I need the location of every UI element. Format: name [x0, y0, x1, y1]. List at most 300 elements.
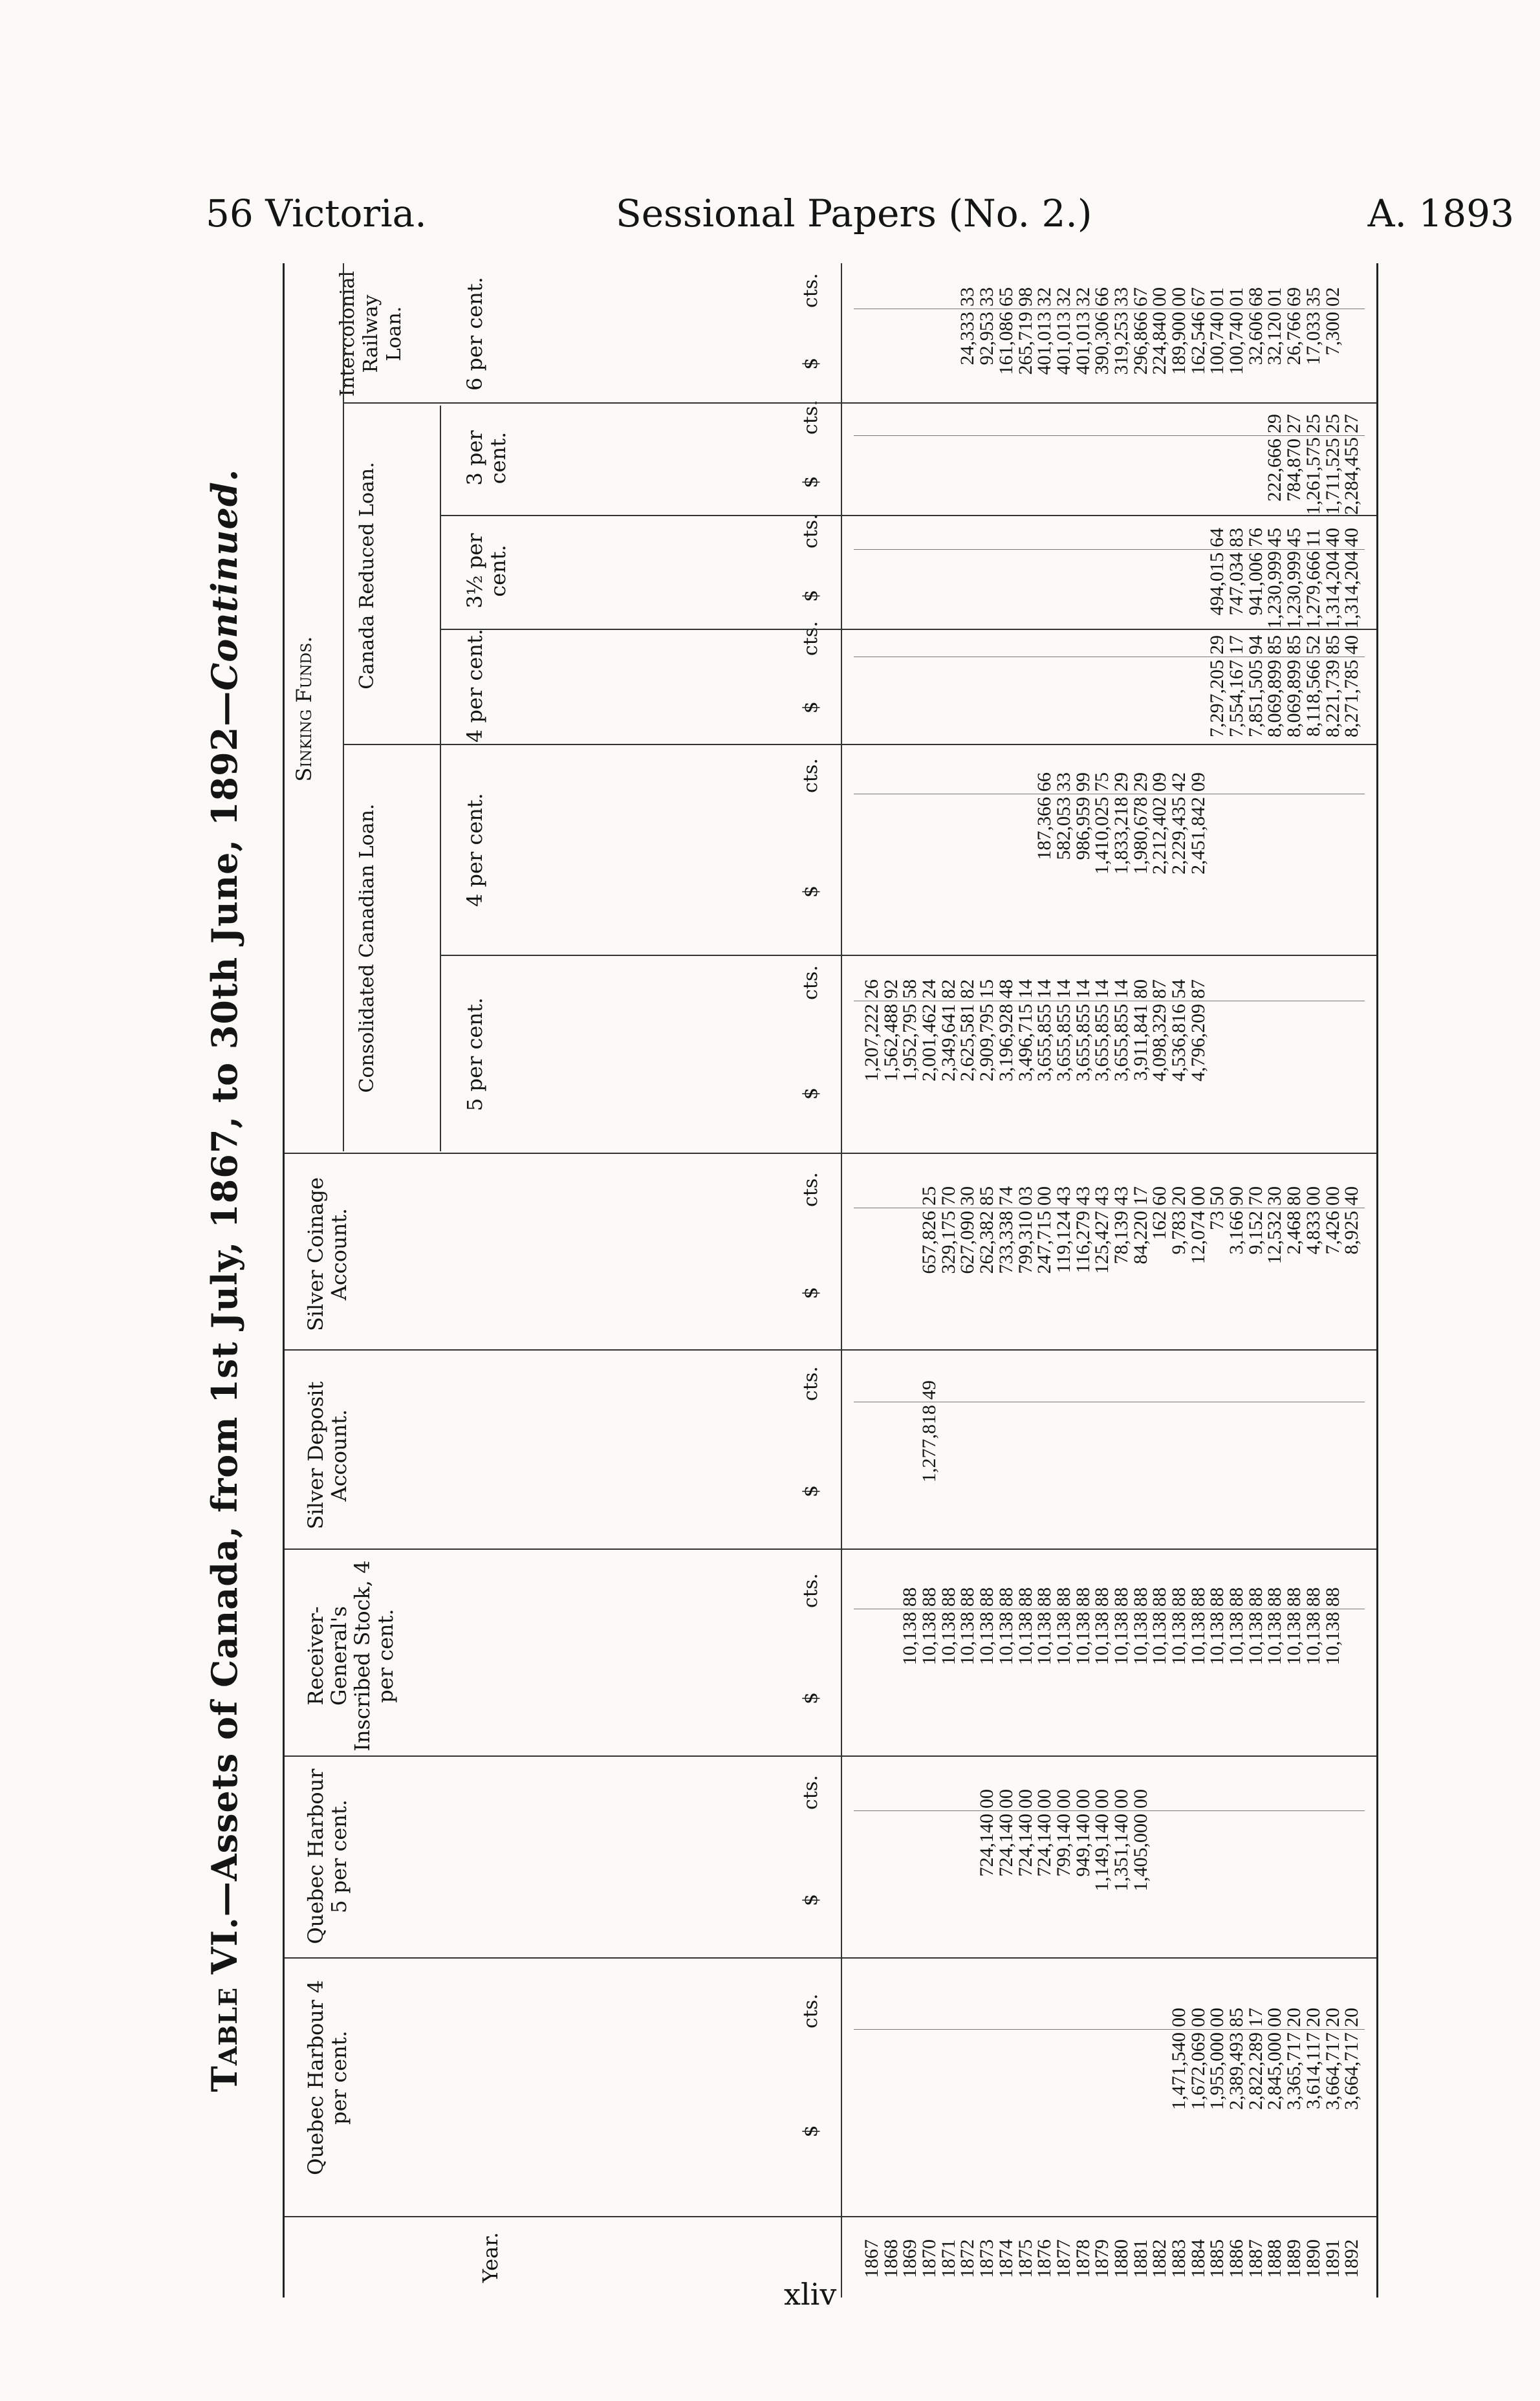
reduced-4-cents-cell: 85 — [1283, 635, 1305, 655]
consolidated-5-dollar-cell: 2,001,462 — [918, 1004, 940, 1081]
silver-coinage-cents-cell: 85 — [976, 1186, 998, 1206]
year-cell: 1874 — [995, 2239, 1017, 2278]
consolidated-5-cents-cell — [1227, 970, 1246, 999]
intercolonial-6-cents-cell: 98 — [1014, 287, 1036, 307]
quebec-harbour-5-cents-cell — [920, 1780, 939, 1809]
reduced-35-cents-cell — [920, 519, 939, 547]
silver-deposit-cents-cell — [1342, 1371, 1361, 1400]
intercolonial-6-cents-cell: 01 — [1206, 287, 1228, 307]
quebec-harbour-5-cents-cell — [862, 1780, 882, 1809]
consolidated-5-dollar-cell — [1285, 1004, 1304, 1151]
reduced-35-dollar-cell — [920, 552, 939, 629]
column-rule — [343, 744, 1376, 745]
reduced-3-cents-cell — [1189, 405, 1208, 433]
reduced-3-dollars — [862, 439, 1361, 515]
reduced-35-cents-cell — [1016, 519, 1036, 547]
quebec-harbour-4-cents-cell — [1092, 1999, 1112, 2027]
consolidated-5-dollar-cell: 3,655,855 — [1052, 1004, 1074, 1081]
silver-deposit-dollar-cell — [1342, 1405, 1361, 1547]
reduced-4-dollars — [862, 660, 1361, 743]
silver-deposit-dollar-cell — [1304, 1405, 1323, 1547]
consolidated-5-dollar-cell: 2,349,641 — [937, 1004, 959, 1081]
intercolonial-6-cents-cell: 01 — [1264, 287, 1286, 307]
silver-coinage-cents-cell: 90 — [1226, 1186, 1248, 1206]
consolidated-5-cents-cell: 14 — [1110, 979, 1132, 999]
intercolonial-6-dollar-cell — [1342, 312, 1361, 401]
intercolonial-6-dollar-cell: 224,840 — [1149, 312, 1171, 375]
silver-deposit-cents-cell — [1304, 1371, 1323, 1400]
reduced-4-cents-cell: 85 — [1321, 635, 1343, 655]
assets-table — [283, 263, 1378, 2298]
receiver-general-cents-cell: 88 — [1091, 1587, 1113, 1607]
quebec-harbour-5-dollar-cell: 724,140 — [995, 1814, 1017, 1877]
dollar-sign: $ — [799, 1484, 822, 1497]
intercolonial-6-dollar-cell — [882, 312, 901, 401]
reduced-4-cents-cell — [1131, 626, 1151, 655]
receiver-general-dollar-cell: 10,138 — [1187, 1612, 1209, 1666]
intercolonial-6-dollar-cell — [939, 312, 959, 401]
quebec-harbour-4-cents-cell — [1016, 1999, 1036, 2027]
receiver-general-dollar-cell: 10,138 — [1052, 1612, 1074, 1666]
year-header: A. 1893 — [1367, 191, 1514, 235]
cents-label: cts. — [799, 1775, 822, 1810]
reduced-35-dollar-cell: 1,314,204 — [1341, 551, 1363, 629]
quebec-harbour-4-dollar-cell — [1150, 2032, 1169, 2194]
quebec-harbour-4-dollar-cell — [997, 2032, 1016, 2194]
silver-coinage-dollar-cell: 73 — [1206, 1211, 1228, 1230]
consolidated-5-cents-cell: 14 — [1091, 979, 1113, 999]
consolidated-5-dollar-cell: 3,911,841 — [1129, 1004, 1151, 1081]
quebec-harbour-5-dollar-cell — [862, 1814, 882, 1956]
cents-label: cts. — [799, 400, 822, 435]
reduced-3-dollar-cell — [1208, 439, 1227, 515]
silver-deposit-cents-cell — [1016, 1371, 1036, 1400]
reduced-3-dollar-cell — [882, 439, 901, 515]
reduced-3-cents-cell — [939, 405, 959, 433]
reduced-35-cents-cell — [1131, 519, 1151, 547]
silver-deposit-dollar-cell — [1189, 1405, 1208, 1547]
consolidated-5-cents-cell — [1285, 970, 1304, 999]
receiver-general-dollar-cell: 10,138 — [1244, 1612, 1266, 1666]
reduced-3-dollar-cell: 1,261,575 — [1302, 437, 1324, 515]
silver-coinage-dollar-cell — [900, 1211, 920, 1347]
receiver-general-dollar-cell: 10,138 — [1226, 1612, 1248, 1666]
reduced-3-cents-cell — [1150, 405, 1169, 433]
silver-coinage-cents-cell: 60 — [1149, 1186, 1171, 1206]
quebec-harbour-4-dollar-cell: 3,365,717 — [1283, 2032, 1305, 2110]
silver-coinage-dollar-cell: 125,427 — [1091, 1211, 1113, 1274]
year-cell: 1881 — [1129, 2239, 1151, 2278]
reduced-3-dollar-cell — [1246, 439, 1266, 515]
title-suffix: Continued. — [204, 468, 245, 691]
column-rule — [285, 2216, 1376, 2217]
quebec-harbour-5-cents-cell: 00 — [1091, 1789, 1113, 1809]
quebec-harbour-5-dollars — [862, 1814, 1361, 1956]
consolidated-4-cents-cell — [1208, 763, 1227, 792]
consolidated-4-dollar-cell: 2,451,842 — [1187, 797, 1209, 875]
quebec-harbour-5-cents-cell — [1169, 1780, 1189, 1809]
silver-coinage-cents-cell: 74 — [995, 1186, 1017, 1206]
quebec-harbour-4-dollar-cell: 3,664,717 — [1341, 2032, 1363, 2110]
silver-coinage-cents-cell: 00 — [1034, 1186, 1056, 1206]
silver-deposit-dollar-cell — [1285, 1405, 1304, 1547]
reduced-3-cents — [862, 405, 1361, 433]
silver-deposit-dollar-cell — [862, 1405, 882, 1547]
receiver-general-dollar-cell: 10,138 — [1206, 1612, 1228, 1666]
intercolonial-6-dollar-cell: 161,086 — [995, 312, 1017, 375]
year-column — [862, 2226, 1361, 2291]
silver-coinage-dollar-cell: 12,074 — [1187, 1211, 1209, 1265]
consolidated-5-cents-cell: 58 — [899, 979, 921, 999]
quebec-harbour-4-dollar-cell — [1074, 2032, 1093, 2194]
receiver-general-cents-cell: 88 — [1034, 1587, 1056, 1607]
quebec-harbour-4-cents-cell — [1150, 1999, 1169, 2027]
quebec-harbour-4-dollar-cell: 1,955,000 — [1206, 2032, 1228, 2110]
quebec-harbour-5-cents-cell: 00 — [1110, 1789, 1132, 1809]
reduced-35-dollar-cell — [997, 552, 1016, 629]
year-cell: 1890 — [1302, 2239, 1324, 2278]
quebec-harbour-4-cents — [862, 1999, 1361, 2027]
header-consolidated-loan: Consolidated Canadian Loan. — [356, 803, 378, 1093]
header-consolidated-5: 5 per cent. — [462, 997, 487, 1111]
page-folio: xliv — [784, 2277, 837, 2312]
reduced-3-dollar-cell — [900, 439, 920, 515]
silver-deposit-cents-cell — [1189, 1371, 1208, 1400]
intercolonial-6-cents-cell: 68 — [1244, 287, 1266, 307]
header-rule — [841, 263, 842, 2298]
intercolonial-6-cents-cell: 00 — [1168, 287, 1189, 307]
year-cell: 1880 — [1110, 2239, 1132, 2278]
intercolonial-6-cents-cell — [1342, 278, 1361, 307]
intercolonial-6-dollar-cell: 189,900 — [1168, 312, 1189, 375]
quebec-harbour-4-cents-cell — [920, 1999, 939, 2027]
reduced-3-dollar-cell — [1131, 439, 1151, 515]
quebec-harbour-4-cents-cell: 20 — [1341, 2008, 1363, 2027]
intercolonial-6-dollar-cell: 92,953 — [976, 312, 998, 365]
receiver-general-dollar-cell: 10,138 — [1168, 1612, 1189, 1666]
quebec-harbour-4-dollar-cell — [882, 2032, 901, 2194]
consolidated-5-cents-cell — [1265, 970, 1285, 999]
intercolonial-6-cents-cell: 66 — [1091, 287, 1113, 307]
quebec-harbour-5-dollar-cell: 724,140 — [976, 1814, 998, 1877]
silver-coinage-dollar-cell: 247,715 — [1034, 1211, 1056, 1274]
consolidated-4-dollar-cell — [1304, 797, 1323, 952]
silver-coinage-cents-cell: 20 — [1168, 1186, 1189, 1206]
column-rule — [440, 515, 1376, 516]
silver-coinage-dollar-cell: 7,426 — [1321, 1211, 1343, 1255]
quebec-harbour-4-cents-cell: 00 — [1206, 2008, 1228, 2027]
receiver-general-cents-cell: 88 — [1302, 1587, 1324, 1607]
silver-coinage-dollar-cell: 627,090 — [957, 1211, 979, 1274]
quebec-harbour-5-cents-cell — [958, 1780, 977, 1809]
cents-label: cts. — [799, 965, 822, 1000]
receiver-general-dollar-cell: 10,138 — [1321, 1612, 1343, 1666]
year-cell: 1883 — [1168, 2239, 1189, 2278]
silver-coinage-dollar-cell — [862, 1211, 882, 1347]
quebec-harbour-4-dollar-cell — [939, 2032, 959, 2194]
consolidated-4-dollar-cell — [1285, 797, 1304, 952]
receiver-general-cents-cell: 88 — [918, 1587, 940, 1607]
consolidated-4-dollar-cell: 1,833,218 — [1110, 797, 1132, 875]
reduced-4-dollar-cell — [997, 660, 1016, 743]
consolidated-4-cents-cell — [862, 763, 882, 792]
quebec-harbour-4-cents-cell: 85 — [1226, 2008, 1248, 2027]
consolidated-4-cents-cell: 29 — [1110, 772, 1132, 792]
cents-label: cts. — [799, 1172, 822, 1207]
cents-label: cts. — [799, 758, 822, 793]
consolidated-4-cents-cell: 42 — [1168, 772, 1189, 792]
quebec-harbour-5-cents-cell — [900, 1780, 920, 1809]
consolidated-5-cents-cell: 14 — [1014, 979, 1036, 999]
reduced-3-dollar-cell — [1054, 439, 1074, 515]
consolidated-4-cents-cell — [900, 763, 920, 792]
quebec-harbour-5-dollar-cell: 799,140 — [1052, 1814, 1074, 1877]
table-title — [204, 263, 245, 2298]
receiver-general-cents-cell: 88 — [1244, 1587, 1266, 1607]
quebec-harbour-4-cents-cell — [939, 1999, 959, 2027]
silver-coinage-dollar-cell: 162 — [1149, 1211, 1171, 1240]
reduced-4-cents-cell — [939, 626, 959, 655]
reduced-3-dollar-cell: 2,284,455 — [1341, 437, 1363, 515]
reduced-35-dollar-cell — [977, 552, 997, 629]
intercolonial-6-cents-cell: 32 — [1052, 287, 1074, 307]
reduced-3-cents-cell — [1227, 405, 1246, 433]
quebec-harbour-4-dollar-cell — [900, 2032, 920, 2194]
cents-rule — [854, 435, 1365, 436]
reduced-4-dollar-cell: 8,069,899 — [1283, 660, 1305, 737]
intercolonial-6-dollar-cell: 296,866 — [1129, 312, 1151, 375]
reduced-35-cents-cell — [900, 519, 920, 547]
header-reduced-35: 3½ per cent. — [462, 533, 510, 609]
receiver-general-cents-cell — [862, 1578, 882, 1607]
consolidated-5-cents-cell: 24 — [918, 979, 940, 999]
reduced-4-cents-cell — [977, 626, 997, 655]
consolidated-4-dollar-cell — [1323, 797, 1343, 952]
reduced-35-dollar-cell — [1016, 552, 1036, 629]
reduced-35-dollar-cell: 1,230,999 — [1264, 551, 1286, 629]
silver-coinage-dollar-cell: 119,124 — [1052, 1211, 1074, 1274]
reduced-35-dollar-cell: 494,015 — [1206, 552, 1228, 616]
header-quebec-harbour-5: Quebec Harbour 5 per cent. — [303, 1768, 351, 1944]
consolidated-5-dollar-cell: 1,207,222 — [861, 1004, 882, 1081]
header-silver-deposit: Silver Deposit Account. — [303, 1381, 351, 1530]
reduced-35-dollar-cell: 1,230,999 — [1283, 551, 1305, 629]
reduced-35-cents-cell — [997, 519, 1016, 547]
quebec-harbour-5-dollar-cell — [1189, 1814, 1208, 1956]
quebec-harbour-4-dollar-cell — [920, 2032, 939, 2194]
quebec-harbour-5-dollar-cell: 724,140 — [1034, 1814, 1056, 1877]
intercolonial-6-cents-cell: 32 — [1034, 287, 1056, 307]
silver-deposit-cents-cell — [1169, 1371, 1189, 1400]
header-sinking-funds: Sinking Funds. — [292, 636, 316, 782]
column-rule — [285, 1548, 1376, 1550]
silver-deposit-dollar-cell — [1074, 1405, 1093, 1547]
quebec-harbour-4-dollar-cell — [1054, 2032, 1074, 2194]
quebec-harbour-4-cents-cell — [1112, 1999, 1131, 2027]
silver-coinage-dollar-cell: 3,166 — [1226, 1211, 1248, 1255]
silver-deposit-dollar-cell — [1169, 1405, 1189, 1547]
quebec-harbour-5-cents — [862, 1780, 1361, 1809]
reduced-35-cents — [862, 519, 1361, 547]
reduced-4-dollar-cell — [1092, 660, 1112, 743]
year-cell: 1867 — [861, 2239, 882, 2278]
receiver-general-cents-cell — [1342, 1578, 1361, 1607]
reduced-35-cents-cell: 40 — [1321, 528, 1343, 547]
consolidated-4-dollar-cell — [1265, 797, 1285, 952]
consolidated-4-dollar-cell — [1246, 797, 1266, 952]
consolidated-5-cents-cell: 92 — [880, 979, 902, 999]
consolidated-4-cents-cell — [977, 763, 997, 792]
reduced-3-cents-cell — [1092, 405, 1112, 433]
quebec-harbour-5-dollar-cell — [1208, 1814, 1227, 1956]
consolidated-4-dollar-cell — [997, 797, 1016, 952]
receiver-general-dollar-cell: 10,138 — [1129, 1612, 1151, 1666]
consolidated-4-cents — [862, 763, 1361, 792]
reduced-3-dollar-cell — [1112, 439, 1131, 515]
quebec-harbour-4-cents-cell: 20 — [1283, 2008, 1305, 2027]
silver-deposit-dollar-cell: 1,277,818 — [918, 1405, 940, 1483]
receiver-general-cents-cell: 88 — [1264, 1587, 1286, 1607]
reduced-4-cents-cell — [1035, 626, 1054, 655]
rotated-table-block — [197, 263, 1374, 2298]
consolidated-5-dollar-cell — [1342, 1004, 1361, 1151]
intercolonial-6-dollars — [862, 312, 1361, 401]
reduced-3-cents-cell — [1208, 405, 1227, 433]
reduced-3-cents-cell: 29 — [1264, 414, 1286, 433]
year-cell: 1875 — [1014, 2239, 1036, 2278]
silver-coinage-dollar-cell: 657,826 — [918, 1211, 940, 1274]
silver-deposit-dollar-cell — [900, 1405, 920, 1547]
dollar-sign: $ — [799, 1287, 822, 1299]
reduced-3-cents-cell — [1169, 405, 1189, 433]
year-cell: 1876 — [1034, 2239, 1056, 2278]
reduced-35-cents-cell: 64 — [1206, 528, 1228, 547]
silver-coinage-dollar-cell: 4,833 — [1302, 1211, 1324, 1255]
receiver-general-dollar-cell: 10,138 — [1302, 1612, 1324, 1666]
receiver-general-dollar-cell: 10,138 — [1264, 1612, 1286, 1666]
reduced-35-dollar-cell — [1189, 552, 1208, 629]
reduced-4-dollar-cell — [920, 660, 939, 743]
reduced-3-dollar-cell — [1092, 439, 1112, 515]
consolidated-4-cents-cell — [958, 763, 977, 792]
consolidated-4-dollar-cell — [900, 797, 920, 952]
reduced-4-cents-cell — [1169, 626, 1189, 655]
quebec-harbour-5-dollar-cell: 1,405,000 — [1129, 1814, 1151, 1891]
quebec-harbour-5-dollar-cell — [900, 1814, 920, 1956]
receiver-general-dollar-cell: 10,138 — [918, 1612, 940, 1666]
reduced-4-cents-cell — [1092, 626, 1112, 655]
consolidated-4-cents-cell — [1016, 763, 1036, 792]
silver-coinage-dollar-cell: 262,382 — [976, 1211, 998, 1274]
intercolonial-6-cents-cell: 33 — [957, 287, 979, 307]
silver-deposit-cents-cell — [958, 1371, 977, 1400]
intercolonial-6-cents-cell: 35 — [1302, 287, 1324, 307]
silver-deposit-dollar-cell — [1208, 1405, 1227, 1547]
intercolonial-6-dollar-cell: 26,766 — [1283, 312, 1305, 365]
silver-coinage-cents-cell: 70 — [1244, 1186, 1266, 1206]
silver-deposit-dollar-cell — [1227, 1405, 1246, 1547]
quebec-harbour-4-cents-cell: 00 — [1264, 2008, 1286, 2027]
reduced-35-cents-cell — [862, 519, 882, 547]
reduced-4-cents-cell: 17 — [1226, 635, 1248, 655]
silver-coinage-cents-cell: 40 — [1341, 1186, 1363, 1206]
cents-label: cts. — [799, 273, 822, 308]
dollar-sign: $ — [799, 475, 822, 488]
quebec-harbour-5-cents-cell — [1227, 1780, 1246, 1809]
reduced-3-dollar-cell — [939, 439, 959, 515]
consolidated-5-cents-cell: 87 — [1149, 979, 1171, 999]
reduced-4-cents-cell — [997, 626, 1016, 655]
quebec-harbour-5-cents-cell: 00 — [1014, 1789, 1036, 1809]
silver-deposit-cents-cell — [1265, 1371, 1285, 1400]
silver-coinage-dollar-cell: 9,783 — [1168, 1211, 1189, 1255]
reduced-35-dollar-cell — [1054, 552, 1074, 629]
reduced-35-cents-cell — [1074, 519, 1093, 547]
intercolonial-6-dollar-cell: 401,013 — [1072, 312, 1094, 375]
intercolonial-6-dollar-cell: 390,306 — [1091, 312, 1113, 375]
sessional-papers-header: Sessional Papers (No. 2.) — [616, 191, 1092, 235]
intercolonial-6-cents-cell — [900, 278, 920, 307]
quebec-harbour-5-dollar-cell — [1285, 1814, 1304, 1956]
silver-deposit-cents-cell — [1074, 1371, 1093, 1400]
header-reduced-4: 4 per cent. — [462, 629, 487, 743]
year-cell: 1878 — [1072, 2239, 1094, 2278]
silver-coinage-cents-cell: 43 — [1052, 1186, 1074, 1206]
quebec-harbour-4-cents-cell — [900, 1999, 920, 2027]
cents-label: cts. — [799, 1366, 822, 1401]
quebec-harbour-5-cents-cell — [939, 1780, 959, 1809]
receiver-general-cents-cell: 88 — [1206, 1587, 1228, 1607]
reduced-3-dollar-cell — [1227, 439, 1246, 515]
consolidated-5-cents-cell — [1323, 970, 1343, 999]
quebec-harbour-5-cents-cell: 00 — [995, 1789, 1017, 1809]
reduced-4-dollar-cell: 7,851,505 — [1244, 660, 1266, 737]
cents-rule — [854, 2029, 1365, 2030]
silver-coinage-dollar-cell: 2,468 — [1283, 1211, 1305, 1255]
consolidated-4-dollars — [862, 797, 1361, 952]
receiver-general-cents-cell: 88 — [1072, 1587, 1094, 1607]
intercolonial-6-cents-cell: 33 — [976, 287, 998, 307]
quebec-harbour-5-cents-cell — [1208, 1780, 1227, 1809]
reduced-4-dollar-cell — [939, 660, 959, 743]
consolidated-5-dollar-cell — [1265, 1004, 1285, 1151]
consolidated-4-cents-cell: 29 — [1129, 772, 1151, 792]
reduced-35-dollar-cell — [882, 552, 901, 629]
reduced-4-dollar-cell — [1150, 660, 1169, 743]
receiver-general-dollar-cell: 10,138 — [1110, 1612, 1132, 1666]
quebec-harbour-5-dollar-cell: 1,149,140 — [1091, 1814, 1113, 1891]
reduced-35-cents-cell: 45 — [1264, 528, 1286, 547]
reduced-4-dollar-cell: 7,554,167 — [1226, 660, 1248, 737]
quebec-harbour-5-dollar-cell — [1304, 1814, 1323, 1956]
cents-label: cts. — [799, 514, 822, 549]
consolidated-4-cents-cell — [882, 763, 901, 792]
reduced-4-dollar-cell — [1112, 660, 1131, 743]
reduced-35-cents-cell — [1054, 519, 1074, 547]
reduced-3-dollar-cell — [997, 439, 1016, 515]
reduced-4-dollar-cell — [1016, 660, 1036, 743]
consolidated-4-cents-cell — [1265, 763, 1285, 792]
reduced-3-cents-cell: 25 — [1321, 414, 1343, 433]
silver-coinage-dollar-cell: 84,220 — [1129, 1211, 1151, 1265]
quebec-harbour-5-dollar-cell — [1227, 1814, 1246, 1956]
reduced-4-dollar-cell — [882, 660, 901, 743]
consolidated-4-dollar-cell: 187,366 — [1034, 797, 1056, 860]
consolidated-5-dollar-cell: 3,496,715 — [1014, 1004, 1036, 1081]
silver-deposit-cents-cell — [1035, 1371, 1054, 1400]
quebec-harbour-4-dollar-cell: 2,845,000 — [1264, 2032, 1286, 2110]
consolidated-4-dollar-cell — [939, 797, 959, 952]
